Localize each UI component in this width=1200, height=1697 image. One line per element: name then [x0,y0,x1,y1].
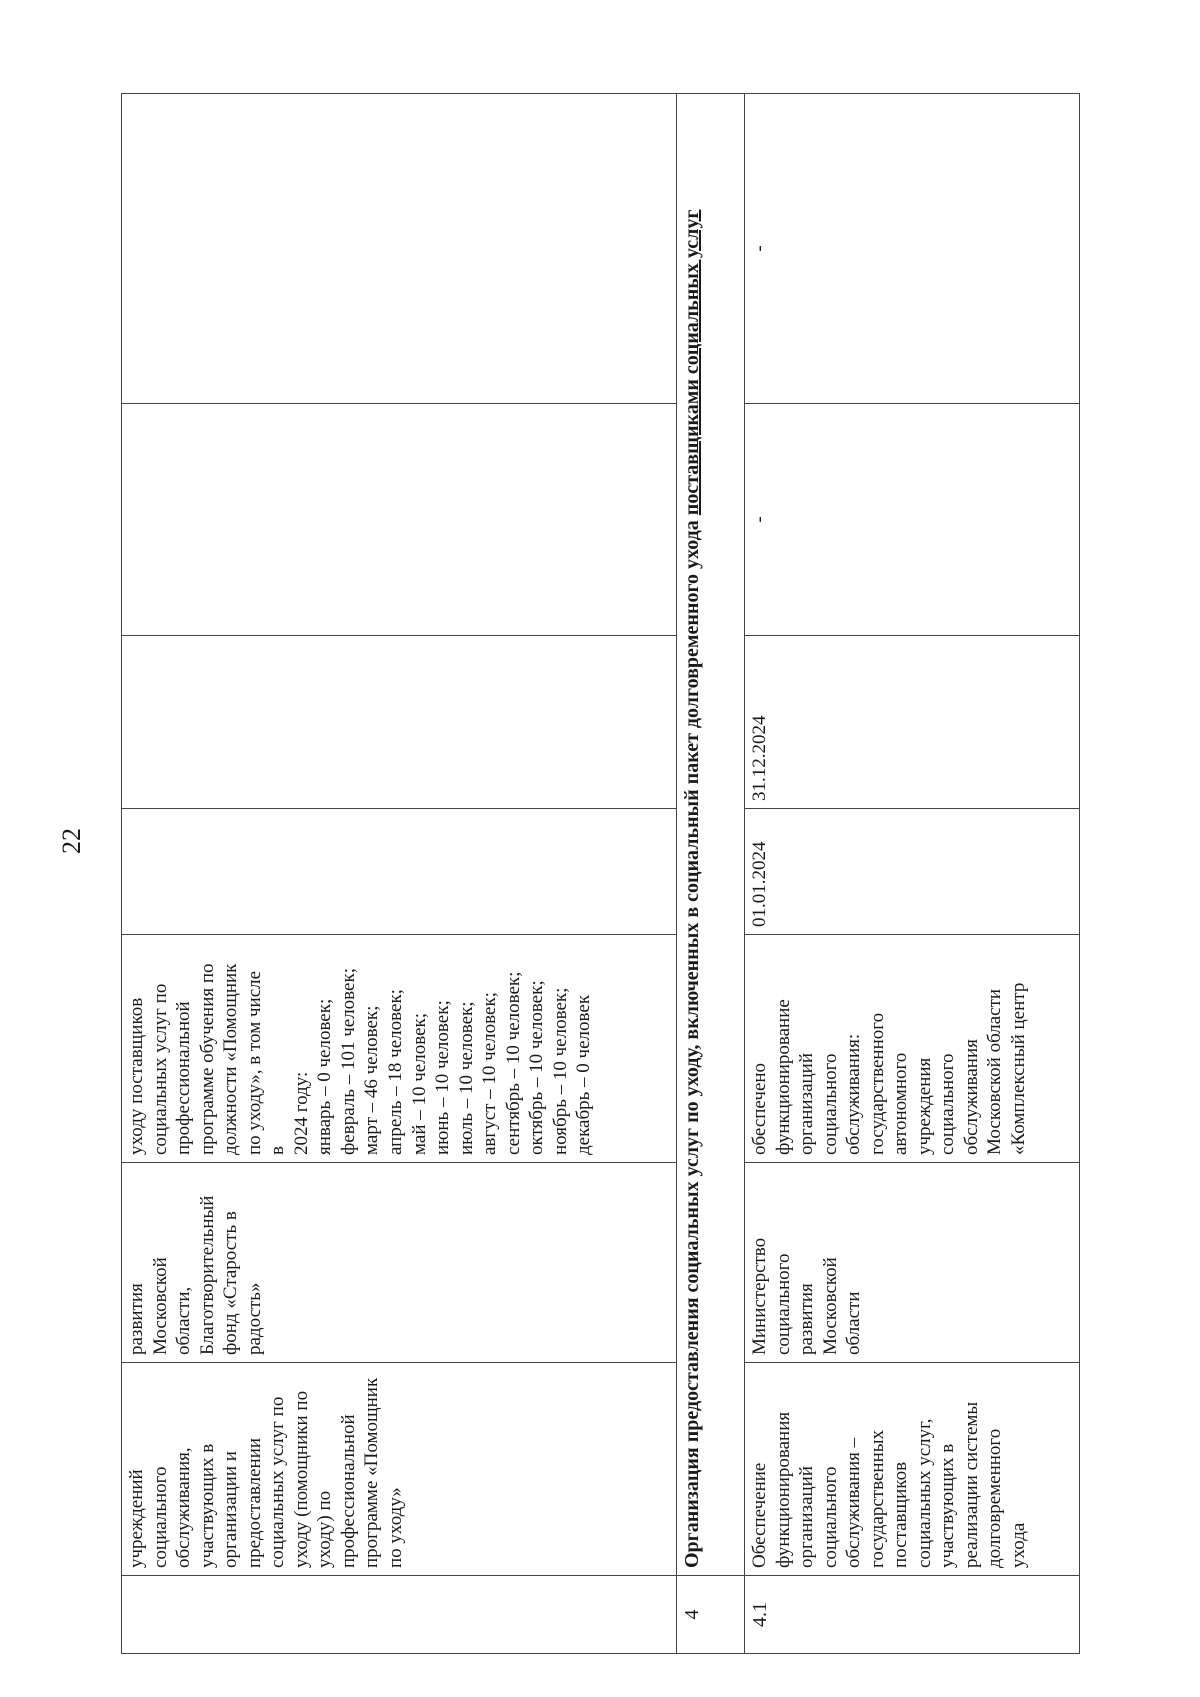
cell-col8: - [745,94,1080,404]
table-row-section-4 [677,94,745,1654]
page-number: 22 [57,828,86,854]
section-title: Организация предоставления социальных услуг по уходу, включенных в социальный пакет долговременного ухода поставщиками социальных услуг [677,94,745,1576]
measures-table [121,93,1080,1654]
cell-number-empty [122,1576,677,1654]
cell-start-date-empty [122,809,677,935]
cell-start-date: 01.01.2024 [745,809,1080,935]
cell-col8-empty [122,94,677,404]
cell-end-date-empty [122,636,677,809]
cell-executor: Министерство социального развития Московской области [745,1163,1080,1363]
cell-col7: - [745,404,1080,636]
section-number: 4 [677,1576,745,1654]
cell-end-date: 31.12.2024 [745,636,1080,809]
table-row-continuation [122,94,677,1654]
cell-executor: развития Московской области, Благотворительный фонд «Старость в радость» [122,1163,677,1363]
cell-measure-name: Обеспечение функционирования организаций социального обслуживания – государственных поставщиков социальных услуг, участвующих в реализации системы долговременного ухода [745,1363,1080,1576]
row-number: 4.1 [745,1576,1080,1654]
cell-measure-name: учреждений социального обслуживания, участвующих в организации и предоставлении социальных услуг по уходу (помощники по уходу) по профессиональной программе «Помощник по уходу» [122,1363,677,1576]
rotated-table-container [121,94,1079,1654]
cell-result: обеспечено функционирование организаций социального обслуживания: государственного автономного учреждения социального обслуживания Московской области «Комплексный центр [745,935,1080,1163]
cell-col7-empty [122,404,677,636]
cell-result: уходу поставщиков социальных услуг по профессиональной программе обучения по должности «Помощник по уходу», в том числе в 2024 году: январь – 0 человек; февраль – 101 человек; март – 46 человек; апрель – 18 человек; май – 10 человек; июнь – 10 человек; июль – 10 человек; август – 10 человек; сентябрь – 10 человек; октябрь – 10 человек; ноябрь – 10 человек; декабрь – 0 человек [122,935,677,1163]
table-row-4-1 [745,94,1080,1654]
